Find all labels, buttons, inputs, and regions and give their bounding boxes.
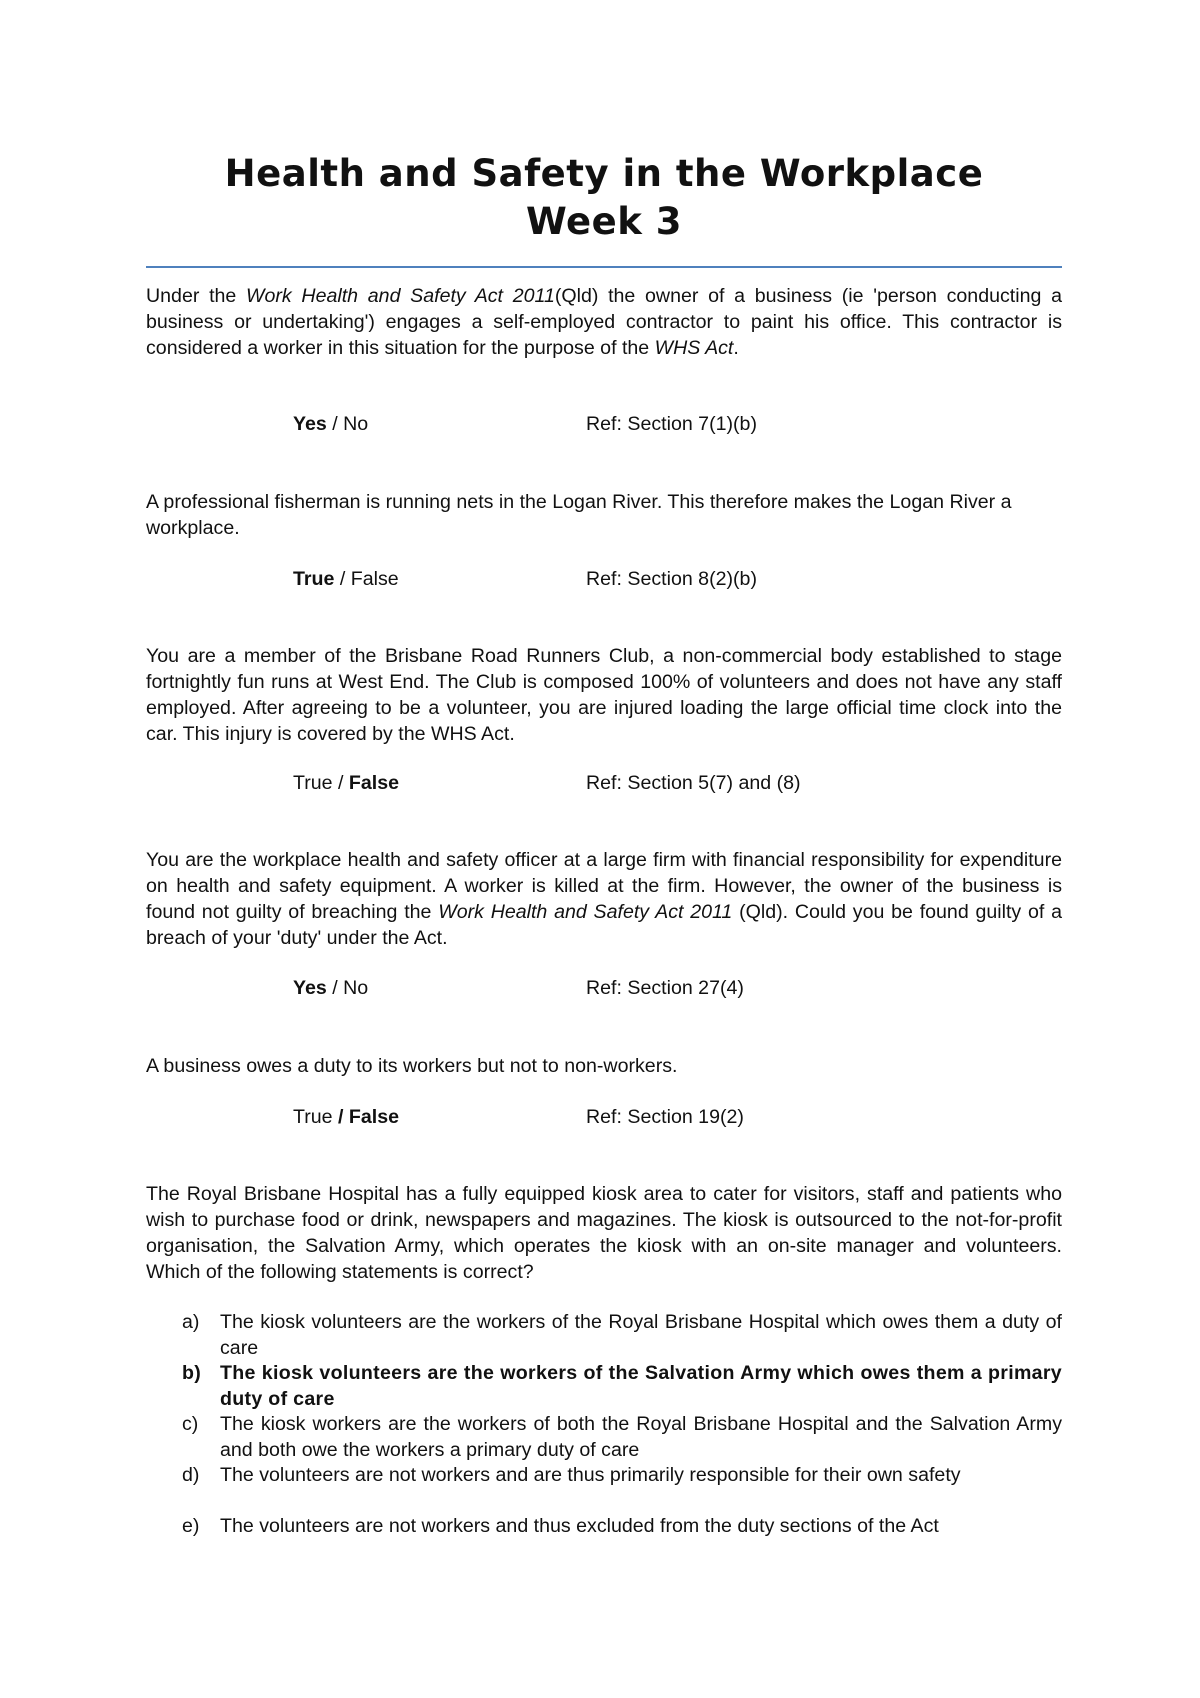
question-4-reference: Ref: Section 27(4) bbox=[586, 977, 744, 999]
page-subtitle: Week 3 bbox=[526, 200, 682, 243]
option-a-text: The kiosk volunteers are the workers of the Royal Brisbane Hospital which owes them a duty of care bbox=[220, 1311, 1062, 1359]
question-1-reference: Ref: Section 7(1)(b) bbox=[586, 413, 757, 435]
question-4-text: You are the workplace health and safety officer at a large firm with financial responsibility for expenditure on health and safety equipment. A worker is killed at the firm. However, the owner of the business is found not guilty of breaching the Work Health and Safety Act 2011 (Qld). Could you be found guilty of a breach of your 'duty' under the Act. bbox=[146, 849, 1062, 949]
question-1-answer: Yes / No bbox=[293, 413, 369, 435]
option-a bbox=[146, 1309, 1062, 1361]
title-divider bbox=[146, 266, 1062, 268]
question-3-reference: Ref: Section 5(7) and (8) bbox=[586, 772, 801, 794]
question-6-text: The Royal Brisbane Hospital has a fully equipped kiosk area to cater for visitors, staff and patients who wish to purchase food or drink, newspapers and magazines. The kiosk is outsourced to the not-for-profit organisation, the Salvation Army, which operates the kiosk with an on-site manager and volunteers. Which of the following statements is correct? bbox=[146, 1183, 1062, 1283]
option-e-label: e) bbox=[182, 1515, 200, 1537]
question-2-answer: True / False bbox=[293, 568, 399, 590]
question-4-answer: Yes / No bbox=[293, 977, 369, 999]
question-5-reference: Ref: Section 19(2) bbox=[586, 1106, 744, 1128]
question-2-text: A professional fisherman is running nets in the Logan River. This therefore makes the Logan River a workplace. bbox=[146, 491, 1012, 539]
option-e bbox=[146, 1513, 1062, 1539]
option-d bbox=[146, 1462, 1062, 1488]
option-b-text: The kiosk volunteers are the workers of the Salvation Army which owes them a primary duty of care bbox=[220, 1362, 1062, 1410]
option-d-text: The volunteers are not workers and are thus primarily responsible for their own safety bbox=[220, 1464, 961, 1486]
option-c bbox=[146, 1411, 1062, 1463]
option-b bbox=[146, 1360, 1062, 1412]
option-c-label: c) bbox=[182, 1413, 199, 1435]
page-title: Health and Safety in the Workplace bbox=[224, 152, 984, 195]
option-b-label: b) bbox=[182, 1362, 202, 1384]
question-1-text: Under the Work Health and Safety Act 2011(Qld) the owner of a business (ie 'person conducting a business or undertaking') engages a self-employed contractor to paint his office. This contractor is considered a worker in this situation for the purpose of the WHS Act. bbox=[146, 285, 1062, 359]
question-5-answer: True / False bbox=[293, 1106, 400, 1128]
question-3-answer: True / False bbox=[293, 772, 400, 794]
question-2-reference: Ref: Section 8(2)(b) bbox=[586, 568, 757, 590]
option-e-text: The volunteers are not workers and thus excluded from the duty sections of the Act bbox=[220, 1515, 939, 1537]
option-a-label: a) bbox=[182, 1311, 200, 1333]
question-3-text: You are a member of the Brisbane Road Runners Club, a non-commercial body established to stage fortnightly fun runs at West End. The Club is composed 100% of volunteers and does not have any staff employed. After agreeing to be a volunteer, you are injured loading the large official time clock into the car. This injury is covered by the WHS Act. bbox=[146, 645, 1062, 745]
option-d-label: d) bbox=[182, 1464, 200, 1486]
question-5-text: A business owes a duty to its workers but not to non-workers. bbox=[146, 1055, 678, 1077]
option-c-text: The kiosk workers are the workers of both the Royal Brisbane Hospital and the Salvation Army and both owe the workers a primary duty of care bbox=[220, 1413, 1062, 1461]
